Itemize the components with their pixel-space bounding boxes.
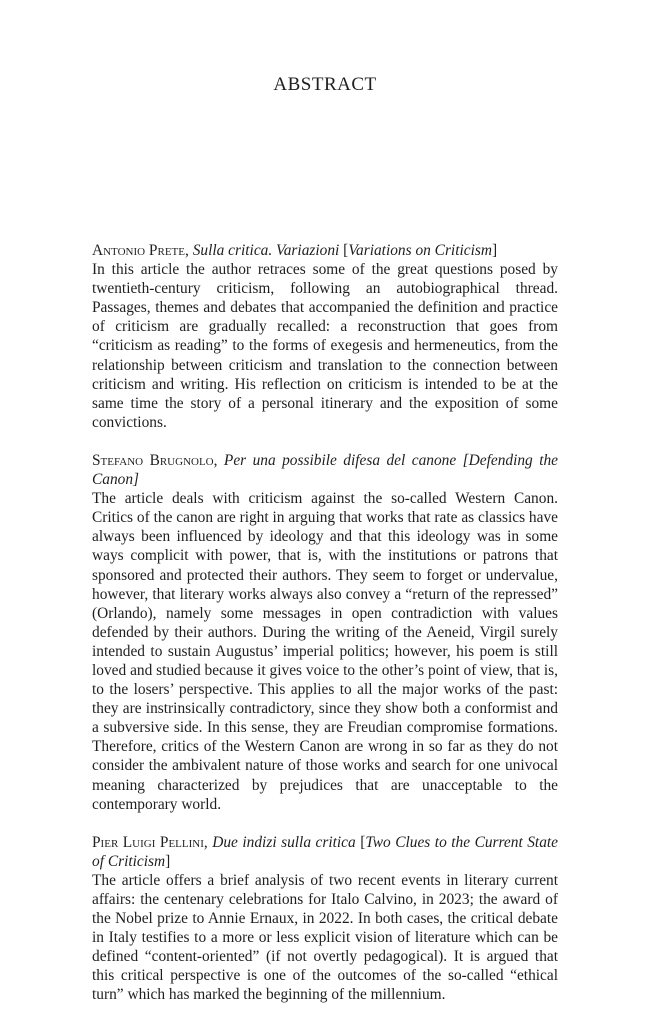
abstract-entry-prete (92, 241, 558, 432)
abstract-list (92, 241, 558, 1024)
entry-translation: Defending the Canon (92, 451, 558, 489)
entry-abstract: The article offers a brief analysis of two recent events in literary current affairs: the centenary celebrations for Italo Calvino, in 2023; the award of the Nobel prize to Annie Ernaux, in 2022. In both cases, the critical debate in Italy testifies to a more or less explicit vision of literature which can be defined “content-oriented” (if not overtly pedagogical). It is argued that this critical perspective is one of the outcomes of the so-called “ethical turn” which has marked the beginning of the millennium. (92, 871, 558, 1004)
entry-author: Stefano Brugnolo (92, 451, 214, 469)
entry-header: Stefano Brugnolo, Per una possibile difesa del canone [Defending the Canon] (92, 451, 558, 489)
abstract-entry-brugnolo (92, 451, 558, 814)
entry-title: Due indizi sulla critica (212, 833, 356, 851)
entry-author: Antonio Prete (92, 242, 185, 259)
entry-header: Pier Luigi Pellini, Due indizi sulla critica [Two Clues to the Current State of Criticism] (92, 833, 559, 870)
entry-abstract: The article deals with criticism against the so-called Western Canon. Critics of the canon are right in arguing that works that rate as classics have always been influenced by ideology and that this ideology was in some ways complicit with power, that is, with the institutions or patrons that sponsored and protected their authors. They seem to forget or undervalue, however, that literary works always also convey a “return of the repressed” (Orlando), namely some messages in open contradiction with values defended by their authors. During the writing of the Aeneid, Virgil surely intended to sustain Augustus’ imperial politics; however, his poem is still loved and studied because it gives voice to the other’s point of view, that is, to the losers’ perspective. This applies to all the major works of the past: they are instrinsically contradictory, since they show both a conformist and a subversive side. In this sense, they are Freudian compromise formations. Therefore, critics of the Western Canon are wrong in so far as they do not consider the ambivalent nature of those works and search for one univocal meaning characterized by prejudices that are unacceptable to the contemporary world. (92, 490, 558, 813)
entry-title: Sulla critica. Variazioni (192, 242, 340, 259)
entry-header: Antonio Prete, Sulla critica. Variazioni [Variations on Criticism] (92, 242, 498, 259)
page-heading: ABSTRACT (273, 74, 377, 95)
entry-translation: Variations on Criticism (348, 242, 492, 259)
abstract-entry-pellini (92, 833, 558, 1005)
entry-author: Pier Luigi Pellini (92, 833, 204, 851)
entry-abstract: In this article the author retraces some of the great questions posed by twentieth-century criticism, following an autobiographical thread. Passages, themes and debates that accompanied the definition and practice of criticism are gradually recalled: a reconstruction that goes from “criticism as reading” to the forms of exegesis and hermeneutics, from the relationship between criticism and translation to the connection between criticism and writing. His reflection on criticism is intended to be at the same time the story of a personal itinerary and the exposition of some convictions. (92, 261, 558, 431)
entry-title: Per una possibile difesa del canone (223, 451, 457, 469)
entry-translation: Two Clues to the Current State of Criticism (92, 833, 559, 870)
